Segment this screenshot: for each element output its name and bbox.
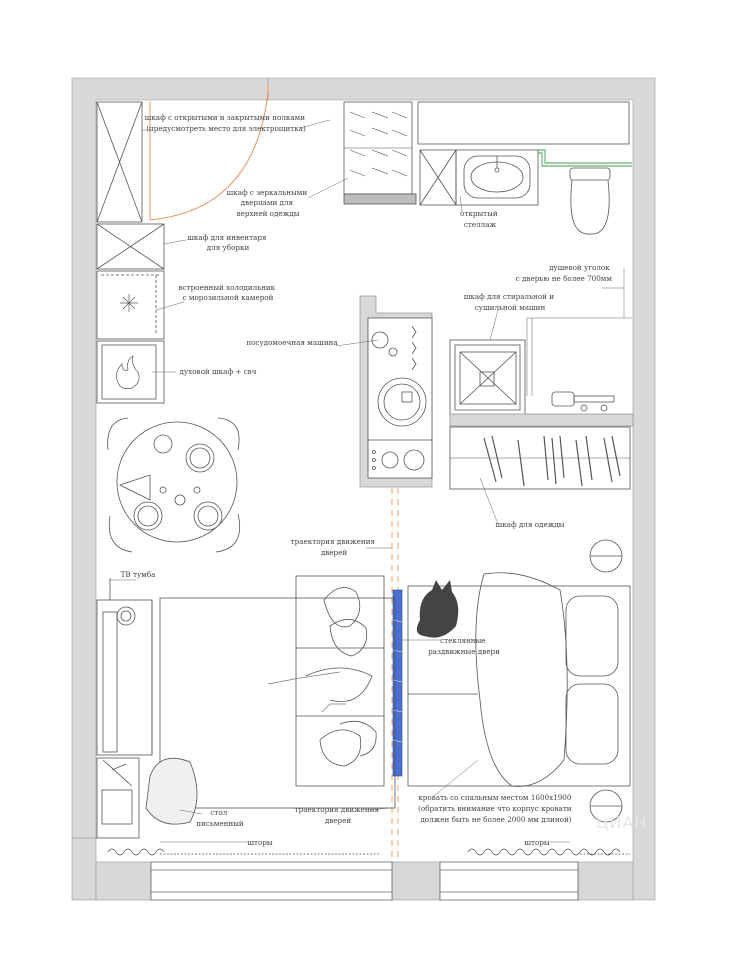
dining-table xyxy=(108,418,240,552)
left-cabinets xyxy=(97,102,164,403)
label-curtains-left: шторы xyxy=(247,838,273,847)
bathroom xyxy=(450,318,633,426)
side-tables xyxy=(590,540,622,822)
window-right xyxy=(440,862,578,900)
tv-stand xyxy=(97,578,152,755)
sofa-figure xyxy=(268,672,346,712)
watermark: ЦИАН xyxy=(596,813,648,832)
label-door-path-top: траектория движения дверей xyxy=(290,537,376,557)
desk-area xyxy=(97,758,197,838)
label-bed: кровать со спальным местом 1600х1900 (обратить внимание что корпус кровати должен быть не более 2000 мм длиной) xyxy=(418,793,572,824)
cat-icon xyxy=(417,580,458,638)
sofa xyxy=(296,576,384,786)
label-washer-cabinet: шкаф для стиральной и сушильной машин xyxy=(463,292,555,312)
label-open-rack: открытый стеллаж xyxy=(460,209,498,229)
flame-icon xyxy=(116,356,139,389)
pipes xyxy=(538,150,632,166)
toilet-icon xyxy=(570,168,610,234)
label-tv-stand: ТВ тумба xyxy=(120,570,156,579)
windows xyxy=(151,862,578,900)
window-left xyxy=(151,862,392,900)
top-closets xyxy=(344,102,629,205)
label-shelf-cabinet: шкаф с открытыми и закрытыми полками (предусмотреть место для электрощитка) xyxy=(144,113,306,133)
carpet xyxy=(160,598,395,808)
label-dishwasher: посудомоечная машина xyxy=(246,338,338,347)
label-curtains-right: шторы xyxy=(524,838,550,847)
clothes-wardrobe xyxy=(450,427,630,489)
kitchen-island xyxy=(360,296,432,487)
label-door-path-bottom: траектория движения дверей xyxy=(294,805,380,825)
label-mirror-wardrobe: шкаф с зеркальными дверцами для верхней одежды xyxy=(226,188,308,218)
label-desk: стол письменный xyxy=(196,808,244,828)
label-shower: душевой уголок с дверью не более 700мм xyxy=(515,263,612,283)
label-clothes-wardrobe: шкаф для одежды xyxy=(495,520,565,529)
shower-mixer xyxy=(552,392,614,411)
label-fridge: встроенный холодильник с морозильной камерой xyxy=(178,283,276,302)
glass-doors xyxy=(393,590,402,776)
chair-icon xyxy=(146,758,197,824)
label-cleaning-cabinet: шкаф для инвентаря для уборки xyxy=(187,233,267,252)
fridge xyxy=(97,271,164,339)
curtains xyxy=(108,849,630,855)
label-oven: духовой шкаф + свч xyxy=(179,367,257,376)
snowflake-icon xyxy=(120,294,138,312)
label-glass-doors: стеклянные раздвижные двери xyxy=(428,636,500,656)
